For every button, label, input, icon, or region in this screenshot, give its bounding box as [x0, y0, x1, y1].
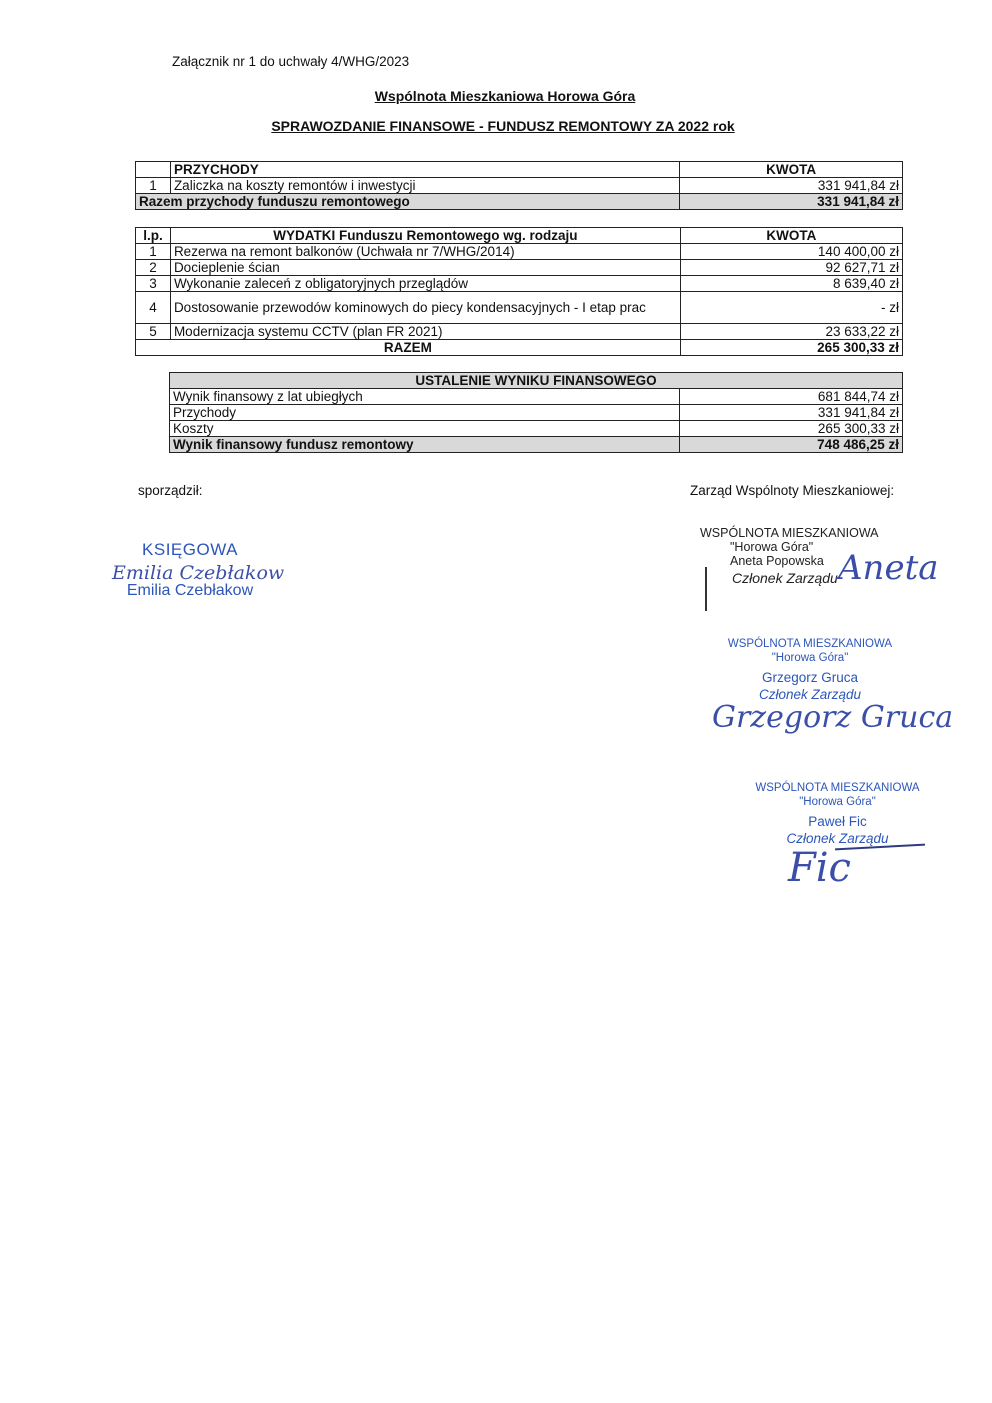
row-amount: 92 627,71 zł: [680, 260, 902, 276]
organization-title: Wspólnota Mieszkaniowa Horowa Góra: [374, 88, 636, 104]
amount-header: KWOTA: [680, 162, 903, 178]
board-label: Zarząd Wspólnoty Mieszkaniowej:: [690, 483, 895, 498]
row-label: Docieplenie ścian: [170, 260, 680, 276]
row-label: Koszty: [170, 421, 680, 437]
income-total-row: [136, 194, 903, 210]
member-name: Grzegorz Gruca: [761, 670, 859, 685]
row-amount: 8 639,40 zł: [680, 276, 902, 292]
result-header: USTALENIE WYNIKU FINANSOWEGO: [170, 373, 903, 389]
prepared-by-label: sporządził:: [138, 483, 203, 498]
row-number: 2: [136, 260, 171, 276]
attachment-note: Załącznik nr 1 do uchwały 4/WHG/2023: [172, 54, 410, 69]
member-name: Paweł Fic: [808, 814, 867, 829]
expenses-total-row: [136, 340, 903, 356]
result-total-label: Wynik finansowy fundusz remontowy: [170, 437, 680, 453]
member-signature: Aneta: [838, 548, 939, 588]
member-signature: Grzegorz Gruca: [712, 700, 954, 735]
income-header: PRZYCHODY: [170, 162, 679, 178]
row-label: Dostosowanie przewodów kominowych do piecy kondensacyjnych - I etap prac: [170, 292, 680, 324]
table-row: [170, 421, 903, 437]
accountant-name: Emilia Czebłakow: [126, 582, 254, 599]
stamp-org: WSPÓLNOTA MIESZKANIOWA: [727, 638, 893, 650]
expenses-header-row: [136, 228, 903, 244]
income-table: [135, 161, 903, 210]
income-header-row: [136, 162, 903, 178]
expenses-total-amount: 265 300,33 zł: [680, 340, 902, 356]
member-role: Członek Zarządu: [732, 570, 838, 586]
empty-cell: [136, 162, 171, 178]
member-role: Członek Zarządu: [786, 831, 889, 846]
member-signature: Fic: [788, 845, 851, 891]
table-row: [136, 276, 903, 292]
row-amount: 140 400,00 zł: [680, 244, 902, 260]
accountant-role: KSIĘGOWA: [142, 540, 238, 559]
result-total-row: [170, 437, 903, 453]
table-row: [136, 244, 903, 260]
member-role: Członek Zarządu: [758, 687, 862, 702]
result-total-amount: 748 486,25 zł: [680, 437, 903, 453]
row-amount: 681 844,74 zł: [680, 389, 903, 405]
table-row: [136, 324, 903, 340]
row-label: Przychody: [170, 405, 680, 421]
table-row: [170, 405, 903, 421]
report-title: SPRAWOZDANIE FINANSOWE - FUNDUSZ REMONTOWY ZA 2022 rok: [271, 118, 735, 134]
stamp-org-name: "Horowa Góra": [730, 540, 814, 554]
stamp-org-name: "Horowa Góra": [799, 796, 876, 808]
expenses-table: [135, 227, 903, 356]
row-label: Zaliczka na koszty remontów i inwestycji: [170, 178, 679, 194]
income-total-amount: 331 941,84 zł: [680, 194, 903, 210]
amount-header: KWOTA: [680, 228, 902, 244]
row-number: 3: [136, 276, 171, 292]
row-number: 5: [136, 324, 171, 340]
expenses-total-label: RAZEM: [136, 340, 681, 356]
member-name: Aneta Popowska: [730, 554, 824, 568]
row-label: Wynik finansowy z lat ubiegłych: [170, 389, 680, 405]
row-number: 4: [136, 292, 171, 324]
row-label: Wykonanie zaleceń z obligatoryjnych przeglądów: [170, 276, 680, 292]
row-label: Modernizacja systemu CCTV (plan FR 2021): [170, 324, 680, 340]
stamp-org: WSPÓLNOTA MIESZKANIOWA: [755, 782, 920, 794]
member-stamp: [715, 637, 905, 703]
row-label: Rezerwa na remont balkonów (Uchwała nr 7/WHG/2014): [170, 244, 680, 260]
table-row: [136, 292, 903, 324]
member-stamp: [745, 781, 930, 847]
table-row: [170, 389, 903, 405]
row-amount: 265 300,33 zł: [680, 421, 903, 437]
row-number: 1: [136, 244, 171, 260]
stamp-org: WSPÓLNOTA MIESZKANIOWA: [700, 526, 879, 540]
result-header-row: [170, 373, 903, 389]
table-row: [136, 260, 903, 276]
stamp-org-name: "Horowa Góra": [771, 652, 849, 664]
row-amount: 331 941,84 zł: [680, 178, 903, 194]
row-number: 1: [136, 178, 171, 194]
row-amount: 331 941,84 zł: [680, 405, 903, 421]
expenses-header: WYDATKI Funduszu Remontowego wg. rodzaju: [170, 228, 680, 244]
lp-header: l.p.: [136, 228, 171, 244]
row-amount: 23 633,22 zł: [680, 324, 902, 340]
result-table: [169, 372, 903, 453]
row-amount: - zł: [680, 292, 902, 324]
signature-stroke: [705, 567, 707, 611]
income-total-label: Razem przychody funduszu remontowego: [136, 194, 680, 210]
accountant-signature: Emilia Czebłakow: [112, 562, 285, 584]
table-row: [136, 178, 903, 194]
